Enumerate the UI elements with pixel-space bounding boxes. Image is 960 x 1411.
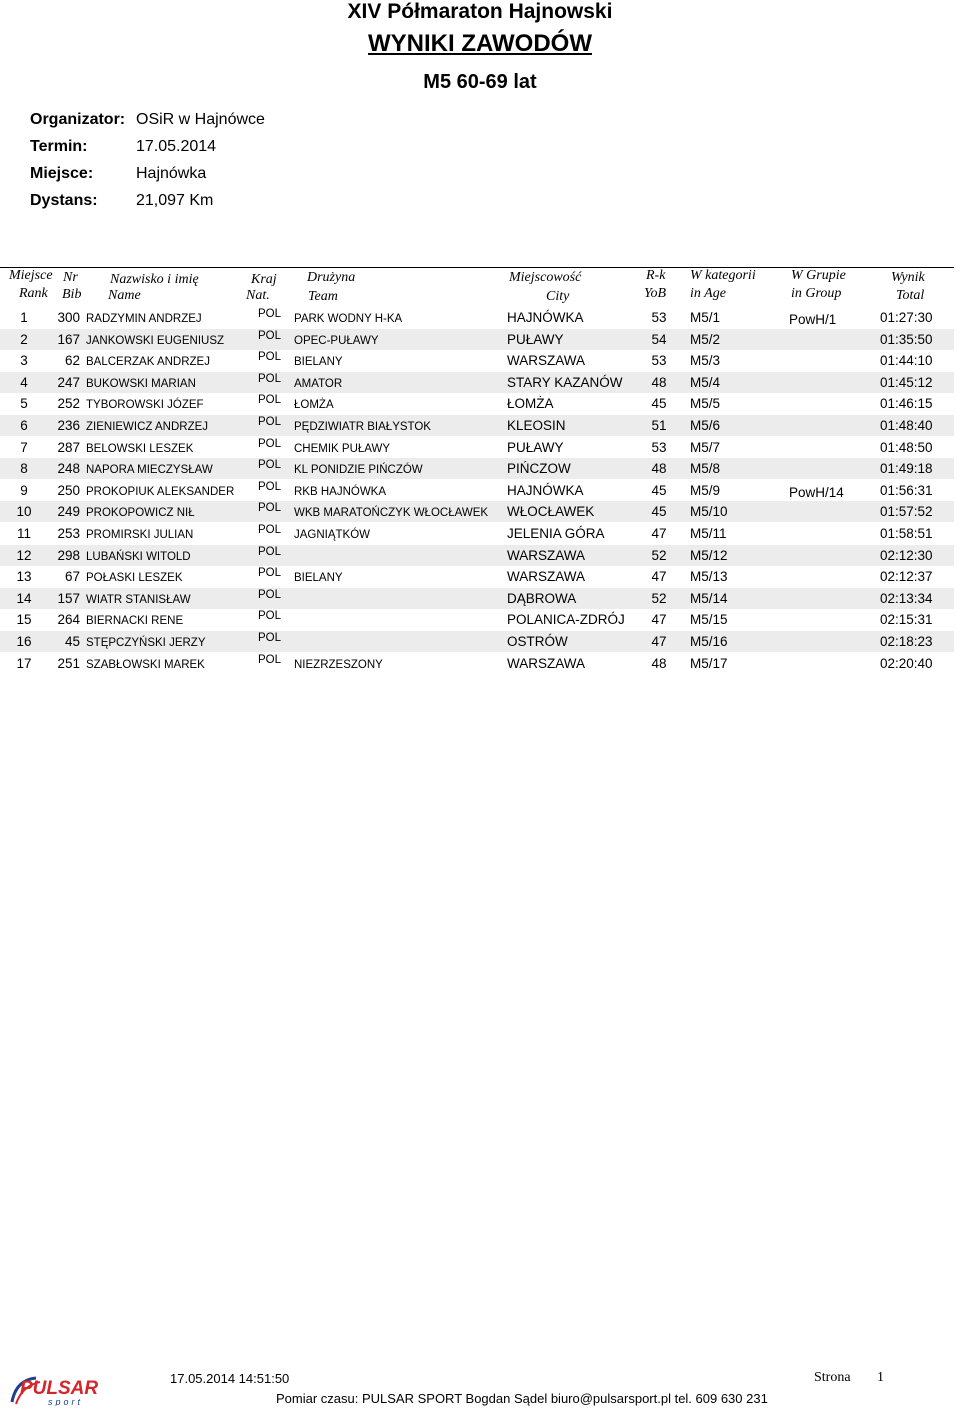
- cell-bib: 157: [57, 590, 80, 606]
- cell-nat: POL: [258, 351, 282, 364]
- cell-rank: 7: [20, 439, 28, 455]
- cell-total: 01:27:30: [880, 310, 933, 325]
- cell-rank: 2: [20, 331, 28, 347]
- cell-team: BIELANY: [294, 572, 343, 585]
- cell-rank: 10: [16, 504, 32, 520]
- cell-name: BELOWSKI LESZEK: [86, 442, 194, 455]
- cell-name: PROKOPIUK ALEKSANDER: [86, 485, 235, 498]
- category-title: M5 60-69 lat: [423, 71, 537, 93]
- cell-yob: 53: [651, 353, 667, 369]
- cell-team: AMATOR: [294, 377, 343, 390]
- cell-team: NIEZRZESZONY: [294, 658, 383, 671]
- col-city-pl: Miejscowość: [509, 270, 582, 285]
- cell-nat: POL: [258, 437, 282, 450]
- col-team-pl: Drużyna: [307, 270, 356, 285]
- cell-yob: 52: [651, 547, 667, 563]
- cell-yob: 47: [651, 526, 667, 541]
- cell-city: DĄBROWA: [507, 590, 577, 606]
- cell-age: M5/12: [690, 547, 728, 563]
- cell-city: WARSZAWA: [507, 569, 585, 585]
- cell-yob: 48: [651, 655, 667, 671]
- cell-age: M5/17: [690, 655, 728, 671]
- cell-name: STĘPCZYŃSKI JERZY: [86, 637, 206, 649]
- cell-bib: 251: [57, 655, 80, 671]
- cell-city: KLEOSIN: [507, 418, 566, 433]
- table-row: [0, 523, 954, 544]
- print-timestamp: 17.05.2014 14:51:50: [170, 1371, 290, 1386]
- cell-city: JELENIA GÓRA: [507, 526, 605, 541]
- cell-bib: 253: [57, 526, 80, 541]
- cell-total: 01:57:52: [880, 504, 933, 520]
- table-row: [0, 545, 954, 566]
- cell-city: PIŃCZOW: [507, 461, 571, 477]
- cell-team: JAGNIĄTKÓW: [294, 529, 371, 541]
- cell-rank: 13: [16, 569, 32, 585]
- cell-nat: POL: [258, 394, 282, 407]
- cell-nat: POL: [258, 372, 282, 385]
- organizer-value: OSiR w Hajnówce: [136, 111, 265, 128]
- table-row: [0, 307, 954, 328]
- col-name-en: Name: [108, 288, 141, 303]
- cell-age: M5/15: [690, 612, 728, 628]
- cell-nat: POL: [258, 545, 282, 558]
- cell-yob: 45: [651, 504, 667, 520]
- cell-age: M5/5: [690, 396, 721, 412]
- table-row: [0, 501, 954, 522]
- cell-total: 01:48:50: [880, 439, 933, 455]
- cell-city: OSTRÓW: [507, 634, 568, 649]
- col-total-pl: Wynik: [891, 270, 925, 285]
- page-label: Strona: [814, 1370, 851, 1385]
- cell-city: WARSZAWA: [507, 655, 585, 671]
- cell-rank: 16: [16, 634, 32, 649]
- cell-yob: 51: [651, 418, 667, 433]
- cell-city: WŁOCŁAWEK: [507, 504, 595, 520]
- cell-age: M5/11: [690, 526, 727, 541]
- col-city-en: City: [546, 289, 570, 304]
- cell-total: 01:58:51: [880, 526, 933, 541]
- cell-nat: POL: [258, 632, 282, 644]
- cell-bib: 298: [57, 547, 80, 563]
- col-team-en: Team: [308, 289, 338, 304]
- cell-name: BIERNACKI RENE: [86, 615, 184, 628]
- cell-name: WIATR STANISŁAW: [86, 593, 191, 606]
- cell-rank: 12: [16, 547, 32, 563]
- cell-city: PUŁAWY: [507, 439, 564, 455]
- cell-age: M5/6: [690, 418, 721, 433]
- cell-team: WKB MARATOŃCZYK WŁOCŁAWEK: [294, 507, 489, 520]
- cell-name: JANKOWSKI EUGENIUSZ: [86, 334, 225, 347]
- cell-bib: 300: [57, 310, 80, 325]
- cell-city: PUŁAWY: [507, 331, 564, 347]
- cell-bib: 264: [57, 612, 80, 628]
- cell-age: M5/14: [690, 590, 728, 606]
- cell-nat: POL: [258, 610, 282, 623]
- cell-yob: 53: [651, 439, 667, 455]
- cell-total: 01:49:18: [880, 461, 933, 477]
- cell-age: M5/3: [690, 353, 721, 369]
- cell-group: PowH/14: [789, 484, 844, 500]
- cell-nat: POL: [258, 524, 282, 536]
- pulsar-logo-icon: [10, 1374, 114, 1406]
- cell-city: WARSZAWA: [507, 353, 585, 369]
- cell-name: NAPORA MIECZYSŁAW: [86, 464, 213, 477]
- cell-rank: 8: [20, 461, 28, 477]
- date-label: Termin:: [30, 138, 88, 155]
- col-nat-en: Nat.: [246, 288, 270, 303]
- cell-bib: 167: [57, 331, 80, 347]
- date-value: 17.05.2014: [136, 138, 217, 155]
- cell-bib: 250: [57, 482, 80, 498]
- cell-age: M5/10: [690, 504, 728, 520]
- cell-rank: 6: [20, 418, 28, 433]
- cell-age: M5/7: [690, 439, 721, 455]
- cell-team: PARK WODNY H-KA: [294, 313, 403, 325]
- cell-nat: POL: [258, 308, 282, 320]
- col-total-en: Total: [896, 288, 925, 303]
- cell-city: HAJNÓWKA: [507, 310, 584, 325]
- cell-age: M5/16: [690, 634, 728, 649]
- col-rank-en: Rank: [19, 286, 48, 301]
- cell-total: 01:56:31: [880, 482, 933, 498]
- cell-city: HAJNÓWKA: [507, 482, 584, 498]
- cell-rank: 1: [20, 310, 28, 325]
- table-row: [0, 350, 954, 371]
- cell-total: 01:44:10: [880, 353, 933, 369]
- cell-age: M5/13: [690, 569, 728, 585]
- cell-total: 01:45:12: [880, 374, 933, 390]
- cell-nat: POL: [258, 653, 282, 666]
- place-label: Miejsce:: [30, 165, 94, 182]
- col-yob-pl: R-k: [646, 268, 666, 283]
- cell-team: KL PONIDZIE PIŃCZÓW: [294, 464, 423, 477]
- cell-rank: 4: [20, 374, 28, 390]
- cell-yob: 47: [651, 569, 667, 585]
- cell-city: STARY KAZANÓW: [507, 374, 623, 390]
- distance-label: Dystans:: [30, 192, 98, 209]
- table-row: [0, 393, 954, 414]
- cell-team: ŁOMŻA: [294, 399, 334, 412]
- cell-name: POŁASKI LESZEK: [86, 572, 183, 585]
- cell-yob: 48: [651, 374, 667, 390]
- table-row: [0, 415, 954, 436]
- svg-text:PULSAR: PULSAR: [20, 1378, 99, 1399]
- cell-rank: 17: [16, 655, 32, 671]
- cell-yob: 47: [651, 634, 667, 649]
- cell-team: PĘDZIWIATR BIAŁYSTOK: [294, 421, 431, 433]
- cell-yob: 53: [651, 310, 667, 325]
- cell-rank: 14: [16, 590, 32, 606]
- table-row: [0, 372, 954, 393]
- cell-nat: POL: [258, 329, 282, 342]
- cell-rank: 9: [20, 482, 28, 498]
- organizer-label: Organizator:: [30, 111, 126, 128]
- cell-name: RADZYMIN ANDRZEJ: [86, 313, 202, 325]
- results-heading: WYNIKI ZAWODÓW: [368, 30, 592, 57]
- cell-bib: 45: [64, 634, 80, 649]
- table-row: [0, 329, 954, 350]
- col-bib-pl: Nr: [63, 270, 78, 285]
- cell-group: PowH/1: [789, 312, 837, 327]
- cell-yob: 47: [651, 612, 667, 628]
- cell-nat: POL: [258, 588, 282, 601]
- table-row: [0, 631, 954, 652]
- distance-value: 21,097 Km: [136, 192, 214, 209]
- event-title: XIV Półmaraton Hajnowski: [347, 0, 613, 23]
- cell-bib: 62: [64, 353, 80, 369]
- cell-nat: POL: [258, 459, 282, 472]
- table-row: [0, 653, 954, 674]
- cell-total: 02:12:30: [880, 547, 933, 563]
- cell-nat: POL: [258, 416, 282, 428]
- svg-text:sport: sport: [48, 1397, 84, 1406]
- cell-yob: 45: [651, 396, 667, 412]
- cell-team: RKB HAJNÓWKA: [294, 485, 387, 498]
- cell-team: OPEC-PUŁAWY: [294, 334, 379, 347]
- cell-name: LUBAŃSKI WITOLD: [86, 550, 191, 563]
- cell-rank: 3: [20, 353, 28, 369]
- timing-credit: Pomiar czasu: PULSAR SPORT Bogdan Sądel biuro@pulsarsport.pl tel. 609 630 231: [276, 1391, 768, 1406]
- table-row: [0, 480, 954, 501]
- page-number: 1: [877, 1370, 884, 1385]
- cell-total: 02:15:31: [880, 612, 933, 628]
- table-row: [0, 588, 954, 609]
- cell-total: 01:46:15: [880, 396, 933, 412]
- cell-city: POLANICA-ZDRÓJ: [507, 612, 625, 628]
- cell-total: 01:48:40: [880, 418, 933, 433]
- cell-age: M5/4: [690, 374, 721, 390]
- cell-bib: 248: [57, 461, 80, 477]
- place-value: Hajnówka: [136, 165, 207, 182]
- table-row: [0, 609, 954, 630]
- col-yob-en: YoB: [644, 286, 667, 301]
- cell-team: CHEMIK PUŁAWY: [294, 442, 391, 455]
- cell-nat: POL: [258, 480, 282, 493]
- cell-age: M5/9: [690, 482, 721, 498]
- cell-yob: 54: [651, 331, 667, 347]
- cell-yob: 52: [651, 590, 667, 606]
- cell-name: BUKOWSKI MARIAN: [86, 377, 196, 390]
- cell-total: 02:18:23: [880, 634, 933, 649]
- cell-name: ZIENIEWICZ ANDRZEJ: [86, 421, 209, 433]
- cell-age: M5/2: [690, 331, 721, 347]
- col-rank-pl: Miejsce: [9, 268, 53, 283]
- pulsar-sport-logo: [10, 1374, 114, 1411]
- table-row: [0, 566, 954, 587]
- col-group-en: in Group: [791, 286, 842, 301]
- col-bib-en: Bib: [62, 287, 82, 302]
- col-age-pl: W kategorii: [690, 268, 756, 283]
- cell-city: WARSZAWA: [507, 547, 585, 563]
- cell-nat: POL: [258, 502, 282, 515]
- cell-bib: 287: [57, 439, 80, 455]
- cell-bib: 67: [64, 569, 80, 585]
- cell-bib: 249: [57, 504, 80, 520]
- cell-rank: 15: [16, 612, 32, 628]
- cell-age: M5/8: [690, 461, 721, 477]
- col-age-en: in Age: [690, 286, 726, 301]
- cell-age: M5/1: [690, 310, 721, 325]
- cell-yob: 48: [651, 461, 667, 477]
- cell-nat: POL: [258, 567, 282, 580]
- cell-name: PROKOPOWICZ NIŁ: [86, 507, 195, 520]
- table-row: [0, 437, 954, 458]
- cell-total: 02:20:40: [880, 655, 933, 671]
- table-row: [0, 458, 954, 479]
- cell-name: PROMIRSKI JULIAN: [86, 529, 194, 541]
- cell-bib: 236: [57, 418, 80, 433]
- col-name-pl: Nazwisko i imię: [110, 272, 199, 287]
- cell-name: SZABŁOWSKI MAREK: [86, 658, 205, 671]
- cell-total: 01:35:50: [880, 331, 933, 347]
- cell-name: TYBOROWSKI JÓZEF: [86, 399, 204, 412]
- cell-bib: 247: [57, 374, 80, 390]
- cell-name: BALCERZAK ANDRZEJ: [86, 356, 210, 369]
- cell-total: 02:13:34: [880, 590, 933, 606]
- col-group-pl: W Grupie: [791, 268, 846, 283]
- cell-city: ŁOMŻA: [507, 396, 554, 412]
- cell-total: 02:12:37: [880, 569, 933, 585]
- cell-rank: 11: [16, 526, 31, 541]
- cell-yob: 45: [651, 482, 667, 498]
- col-nat-pl: Kraj: [251, 272, 277, 287]
- cell-bib: 252: [57, 396, 80, 412]
- cell-rank: 5: [20, 396, 28, 412]
- cell-team: BIELANY: [294, 356, 343, 369]
